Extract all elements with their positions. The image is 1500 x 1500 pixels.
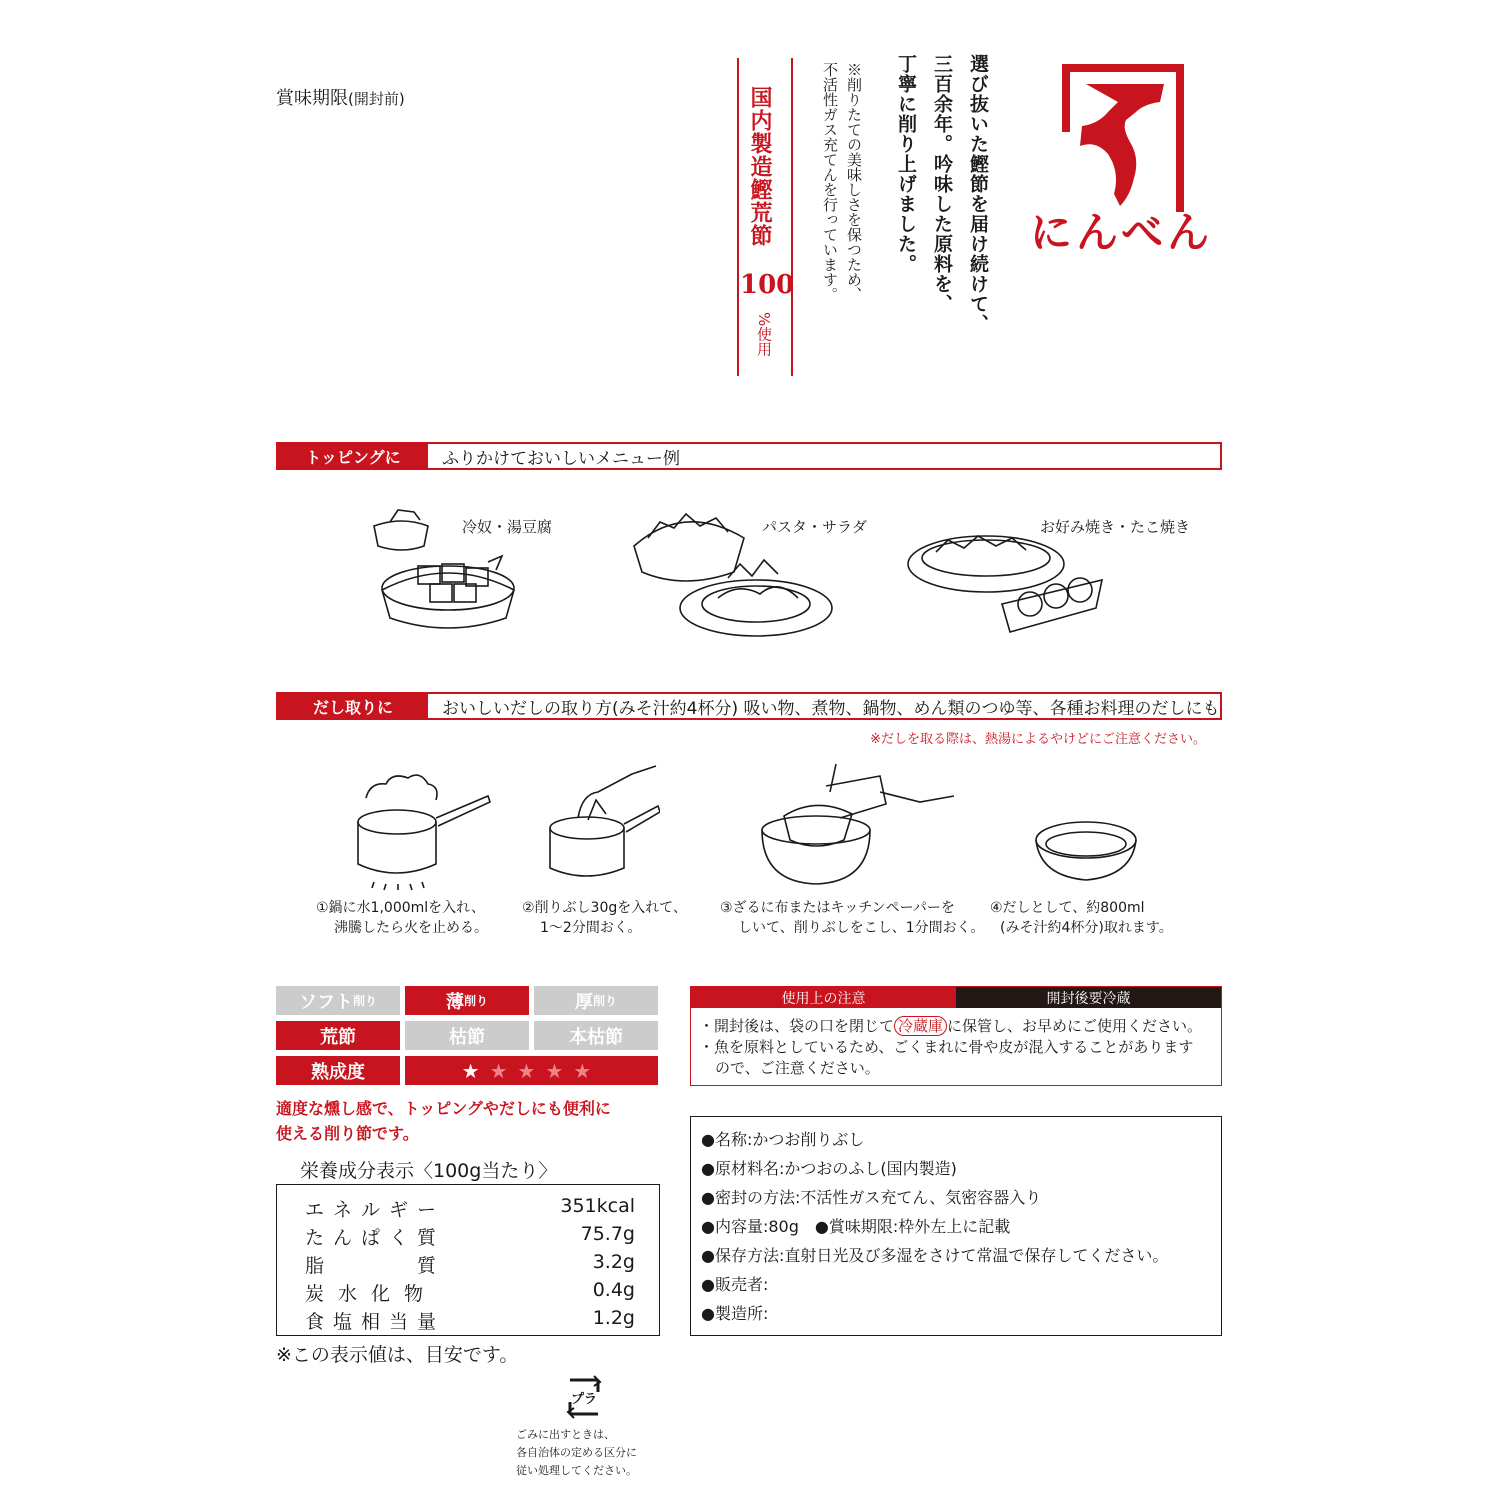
boil-pot-illustration — [356, 768, 492, 892]
nutrition-row — [305, 1223, 635, 1251]
caution-line — [699, 1016, 1213, 1037]
cut-sub: 削り — [592, 994, 617, 1008]
cut-thin — [405, 986, 529, 1015]
nutrition-row — [305, 1251, 635, 1279]
step-line: (みそ汁約4杯分)取れます。 — [1000, 920, 1173, 936]
info-content-expiry — [701, 1212, 1211, 1241]
expiry-label-sub: (開封前) — [348, 90, 405, 108]
cut-label: 厚 — [574, 991, 593, 1013]
step-line: ④だしとして、約800ml — [990, 900, 1145, 916]
expiry-label-main: 賞味期限 — [276, 88, 348, 109]
product-info-box — [690, 1116, 1222, 1336]
dashi-header — [276, 692, 1222, 720]
dashi-tag: だし取りに — [278, 694, 428, 718]
nutrient-name: 炭水化物 — [305, 1283, 438, 1305]
star-icon: ★ — [489, 1058, 518, 1083]
catch-copy — [888, 54, 996, 354]
nutrient-name: 食塩相当量 — [305, 1311, 446, 1333]
info-storage: ●保存方法:直射日光及び多湿をさけて常温で保存してください。 — [701, 1246, 1169, 1265]
cut-label: 薄 — [445, 991, 464, 1013]
topping-title: ふりかけておいしいメニュー例 — [442, 448, 680, 469]
description-line: 使える削り節です。 — [276, 1124, 419, 1143]
step-line: ②削りぶし30gを入れて、 — [522, 900, 687, 916]
gas-note-line: 不活性ガス充てんを行っています。 — [821, 62, 839, 302]
info-content: ●内容量:80g — [701, 1217, 799, 1236]
menu-label: お好み焼き・たこ焼き — [1040, 518, 1191, 536]
catch-copy-line: 三百余年。吟味した原料を、 — [931, 54, 953, 314]
nutrient-name: 脂 質 — [305, 1255, 446, 1277]
expiry-label — [276, 84, 405, 110]
caution-text: ・開封後は、袋の口を閉じて — [699, 1017, 895, 1035]
nutrient-value: 0.4g — [592, 1279, 635, 1301]
star-icon: ★ — [573, 1058, 602, 1083]
menu-label: パスタ・サラダ — [762, 518, 867, 536]
dashi-step-1 — [316, 898, 488, 938]
topping-tag: トッピングに — [278, 444, 428, 468]
nutrient-value: 1.2g — [592, 1307, 635, 1329]
cut-sub: 削り — [352, 994, 377, 1008]
caution-title: 使用上の注意 — [691, 987, 956, 1008]
topping-header — [276, 442, 1222, 470]
nutrition-title: 栄養成分表示〈100g当たり〉 — [300, 1160, 558, 1182]
caution-line: ・魚を原料としているため、ごくまれに骨や皮が混入することがあります — [699, 1038, 1194, 1056]
type-karebushi: 枯節 — [405, 1021, 529, 1050]
caution-header — [691, 987, 1221, 1008]
catch-copy-line: 丁寧に削り上げました。 — [895, 54, 917, 274]
recycle-line: ごみに出すときは、 — [516, 1428, 615, 1441]
info-ingredients: ●原材料名:かつおのふし(国内製造) — [701, 1159, 957, 1178]
nutrient-name: たんぱく質 — [305, 1227, 446, 1249]
nutrient-value: 75.7g — [580, 1223, 635, 1245]
plastic-recycle-icon — [562, 1374, 606, 1420]
description-line: 適度な燻し感で、トッピングやだしにも便利に — [276, 1099, 611, 1118]
star-icon: ★ — [517, 1058, 546, 1083]
catch-copy-line: 選び抜いた鰹節を届け続けて、 — [967, 54, 989, 334]
caution-line: ので、ご注意ください。 — [715, 1059, 880, 1077]
info-name: ●名称:かつお削りぶし — [701, 1130, 865, 1149]
nutrition-note: ※この表示値は、目安です。 — [276, 1344, 519, 1366]
ninben-logo-icon — [1060, 62, 1186, 212]
add-flakes-illustration — [548, 764, 660, 880]
product-description — [276, 1096, 676, 1146]
caution-box — [690, 986, 1222, 1086]
nutrient-value: 3.2g — [592, 1251, 635, 1273]
caution-body — [691, 1008, 1221, 1079]
maturity-rating — [405, 1056, 658, 1085]
star-icon: ★ — [461, 1058, 490, 1083]
cut-soft — [276, 986, 400, 1015]
info-sealing: ●密封の方法:不活性ガス充てん、気密容器入り — [701, 1188, 1042, 1207]
dashi-title: おいしいだしの取り方(みそ汁約4杯分) 吸い物、煮物、鍋物、めん類のつゆ等、各種お料理のだしにも — [442, 698, 1220, 719]
nutrient-value: 351kcal — [560, 1195, 635, 1217]
cut-thick — [534, 986, 658, 1015]
recycle-instructions — [516, 1426, 637, 1480]
brand-name: にんべん — [1030, 208, 1214, 257]
menu-label: 冷奴・湯豆腐 — [462, 518, 553, 536]
nutrition-row — [305, 1279, 635, 1307]
claim-text: 国内製造鰹荒節 — [747, 86, 773, 247]
dashi-bowl-illustration — [1034, 818, 1138, 884]
refrigerate-title: 開封後要冷蔵 — [956, 987, 1221, 1008]
nutrient-name: エネルギー — [305, 1199, 446, 1221]
recycle-line: 従い処理してください。 — [516, 1464, 637, 1477]
dashi-step-2 — [522, 898, 687, 938]
info-expiry: ●賞味期限:枠外左上に記載 — [814, 1217, 1011, 1236]
strain-illustration — [760, 756, 956, 888]
maturity-label: 熟成度 — [276, 1056, 400, 1085]
info-maker: ●製造所: — [701, 1304, 769, 1323]
step-line: ③ざるに布またはキッチンペーパーを — [720, 900, 955, 916]
nutrition-row — [305, 1307, 635, 1335]
step-line: ①鍋に水1,000mlを入れ、 — [316, 900, 485, 916]
step-line: 1〜2分間おく。 — [540, 920, 642, 936]
burn-warning: ※だしを取る際は、熱湯によるやけどにご注意ください。 — [870, 732, 1206, 747]
claim-percent: 100 — [740, 270, 795, 300]
step-line: 沸騰したら火を止める。 — [334, 920, 488, 936]
type-honkarebushi: 本枯節 — [534, 1021, 658, 1050]
recycle-line: 各自治体の定める区分に — [516, 1446, 637, 1459]
caution-text: に保管し、お早めにご使用ください。 — [947, 1017, 1203, 1035]
recycle-mark-text: プラ — [570, 1392, 598, 1407]
nutrition-table — [276, 1184, 660, 1336]
cut-sub: 削り — [463, 994, 488, 1008]
nutrition-row — [305, 1195, 635, 1223]
type-arabushi: 荒節 — [276, 1021, 400, 1050]
dashi-step-3 — [720, 898, 984, 938]
claim-suffix: %使用 — [755, 312, 773, 357]
gas-note-line: ※削りたての美味しさを保つため、 — [845, 62, 863, 302]
dashi-step-4 — [990, 898, 1173, 938]
info-seller: ●販売者: — [701, 1275, 769, 1294]
star-icon: ★ — [545, 1058, 574, 1083]
fridge-highlight: 冷蔵庫 — [894, 1016, 947, 1036]
gas-note — [818, 62, 866, 362]
step-line: しいて、削りぶしをこし、1分間おく。 — [738, 920, 985, 936]
cut-label: ソフト — [298, 991, 353, 1013]
